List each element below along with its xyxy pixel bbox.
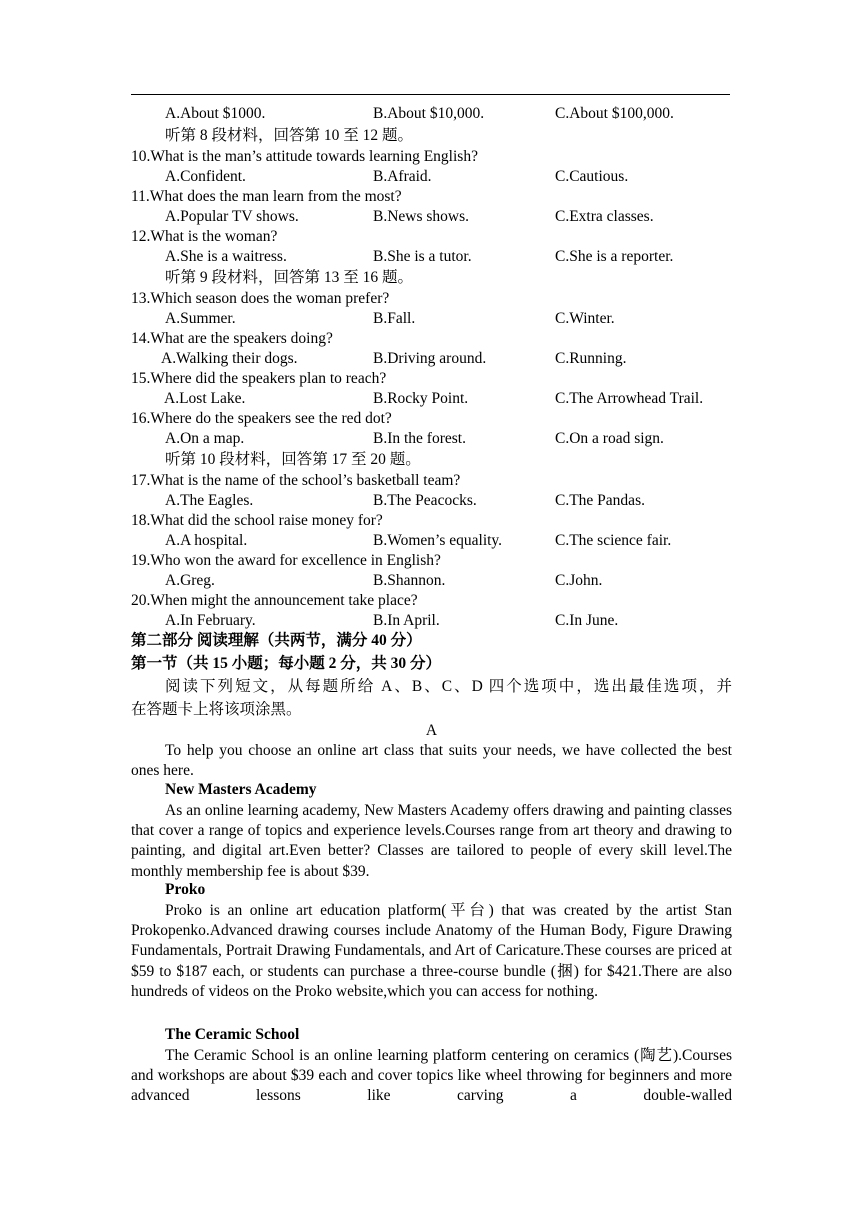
question-stem: 11.What does the man learn from the most? (131, 188, 402, 205)
options-row (131, 247, 732, 267)
option-c: C.The Arrowhead Trail. (555, 390, 704, 407)
section-title: 第一节（共 15 小题；每小题 2 分，共 30 分） (131, 655, 442, 672)
option-a: A.A hospital. (165, 532, 248, 549)
header-rule (131, 94, 730, 95)
option-b: B.The Peacocks. (373, 492, 477, 509)
listening-section-heading: 听第 10 段材料，回答第 17 至 20 题。 (165, 451, 421, 468)
question-stem: 19.Who won the award for excellence in English? (131, 552, 441, 569)
question-stem: 20.When might the announcement take place? (131, 592, 418, 609)
option-b: B.Shannon. (373, 572, 446, 589)
question-stem: 10.What is the man’s attitude towards learning English? (131, 148, 478, 165)
options-row (131, 104, 732, 124)
passage-intro (131, 741, 732, 781)
listening-section-heading: 听第 9 段材料，回答第 13 至 16 题。 (165, 269, 414, 286)
option-c: C.In June. (555, 612, 619, 629)
question-stem: 15.Where did the speakers plan to reach? (131, 370, 387, 387)
listening-section-heading: 听第 8 段材料，回答第 10 至 12 题。 (165, 127, 414, 144)
option-c: C.Cautious. (555, 168, 629, 185)
option-b: B.Afraid. (373, 168, 432, 185)
option-b: B.Fall. (373, 310, 416, 327)
paragraph-text: Proko is an online art education platform(平台) that was created by the artist Stan Prokopenko.Advanced drawing courses include Anatomy of the Human Body, Figure Drawing Fundamentals, Portrait Drawing Fundamentals, and Art of Caricature.These courses are priced at $59 to $187 each, or students can purchase a three-course bundle (捆) for $421.There are also hundreds of videos on the Proko website,which you can access for nothing. (131, 902, 732, 1000)
option-a: A.The Eagles. (165, 492, 254, 509)
option-b: B.She is a tutor. (373, 248, 472, 265)
article-paragraph (131, 801, 732, 882)
option-b: B.Driving around. (373, 350, 487, 367)
option-b: B.In the forest. (373, 430, 466, 447)
option-a: A.Confident. (165, 168, 246, 185)
paragraph-text: The Ceramic School is an online learning platform centering on ceramics (陶艺).Courses and workshops are about $39 each and cover topics like wheel throwing for beginners and more advanced lessons like carving a double-walled (131, 1047, 732, 1105)
options-row (131, 389, 732, 409)
article-paragraph (131, 901, 732, 1002)
option-b: B.News shows. (373, 208, 470, 225)
options-row (131, 491, 732, 511)
option-c: C.Running. (555, 350, 627, 367)
intro-text: To help you choose an online art class that suits your needs, we have collected the best ones here. (131, 742, 732, 780)
option-a: A.Lost Lake. (164, 390, 246, 407)
option-c: C.The science fair. (555, 532, 672, 549)
option-a: A.About $1000. (165, 105, 266, 122)
question-stem: 17.What is the name of the school’s basketball team? (131, 472, 461, 489)
option-c: C.Extra classes. (555, 208, 654, 225)
option-c: C.On a road sign. (555, 430, 664, 447)
option-a: A.Summer. (165, 310, 236, 327)
option-b: B.About $10,000. (373, 105, 485, 122)
question-stem: 12.What is the woman? (131, 228, 278, 245)
option-b: B.In April. (373, 612, 440, 629)
option-a: A.In February. (165, 612, 256, 629)
options-row (131, 309, 732, 329)
article-paragraph (131, 1046, 732, 1107)
instructions-line-1: 阅读下列短文，从每题所给 A、B、C、D 四个选项中，选出最佳选项，并 (165, 678, 732, 695)
question-stem: 13.Which season does the woman prefer? (131, 290, 390, 307)
options-row (131, 531, 732, 551)
option-b: B.Rocky Point. (373, 390, 469, 407)
option-a: A.Walking their dogs. (161, 350, 298, 367)
option-c: C.The Pandas. (555, 492, 645, 509)
question-stem: 16.Where do the speakers see the red dot? (131, 410, 392, 427)
article-heading: Proko (165, 881, 206, 898)
article-heading: New Masters Academy (165, 781, 317, 798)
paragraph-text: As an online learning academy, New Masters Academy offers drawing and painting classes that cover a range of topics and experience levels.Courses range from art theory and drawing to painting, and digital art.Even better? Classes are tailored to people of every skill level.The monthly membership fee is about $39. (131, 802, 732, 880)
question-stem: 18.What did the school raise money for? (131, 512, 383, 529)
options-row (131, 611, 732, 631)
option-c: C.She is a reporter. (555, 248, 674, 265)
options-row (131, 207, 732, 227)
instructions-line-2: 在答题卡上将该项涂黑。 (131, 701, 302, 718)
article-heading: The Ceramic School (165, 1026, 300, 1043)
option-c: C.Winter. (555, 310, 615, 327)
options-row (131, 429, 732, 449)
options-row (131, 571, 732, 591)
question-stem: 14.What are the speakers doing? (131, 330, 333, 347)
passage-letter: A (425, 722, 438, 739)
option-c: C.About $100,000. (555, 105, 674, 122)
part-title: 第二部分 阅读理解（共两节，满分 40 分） (131, 632, 422, 649)
option-a: A.She is a waitress. (165, 248, 287, 265)
options-row (131, 349, 732, 369)
options-row (131, 167, 732, 187)
option-b: B.Women’s equality. (373, 532, 503, 549)
option-a: A.Greg. (165, 572, 215, 589)
option-a: A.Popular TV shows. (165, 208, 299, 225)
option-c: C.John. (555, 572, 603, 589)
option-a: A.On a map. (165, 430, 245, 447)
